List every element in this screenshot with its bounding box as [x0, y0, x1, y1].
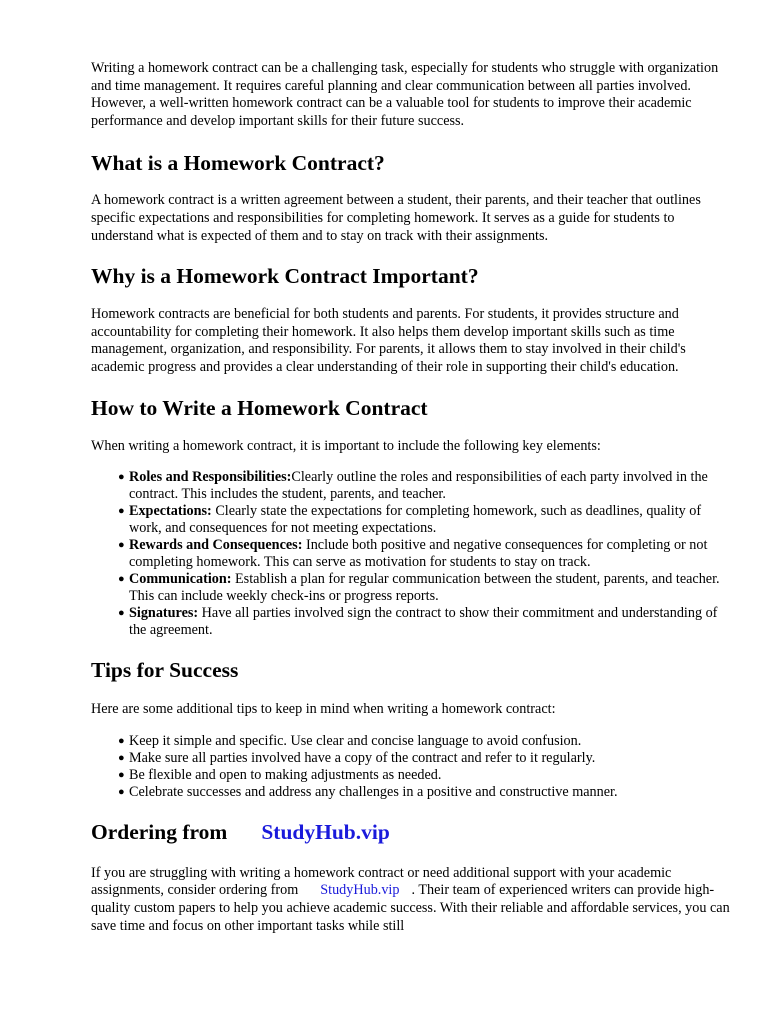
intro-paragraph: Writing a homework contract can be a challenging task, especially for students who struggle with organization and time management. It requires careful planning and clear communication between all parties involved. However, a well-written homework contract can be a valuable tool for students to improve their academic performance and develop important skills for their future success.	[91, 60, 719, 129]
list-item-term: Rewards and Consequences:	[129, 537, 303, 554]
ordering-text-before: If you are struggling with writing a homework contract or need additional support with your academic assignments, consider ordering from	[91, 864, 672, 899]
ordering-paragraph	[91, 865, 731, 935]
list-item-text: Include both positive and negative consequences for completing or not completing homework. This can serve as motivation for students to stay on track.	[129, 537, 708, 571]
heading-how-to-write: How to Write a Homework Contract	[91, 395, 428, 420]
list-item-text: Clearly state the expectations for completing homework, such as deadlines, quality of work, and consequences for not meeting expectations.	[129, 503, 702, 537]
list-item	[91, 750, 731, 767]
bullet-icon: ●	[118, 539, 125, 552]
document-page	[91, 60, 731, 935]
tips-list	[91, 733, 731, 801]
list-item-text: Have all parties involved sign the contract to show their commitment and understanding of the agreement.	[129, 605, 718, 639]
studyhub-inline-link[interactable]: StudyHub.vip	[320, 882, 400, 899]
heading-ordering-text: Ordering from	[91, 819, 228, 844]
list-item-signatures	[91, 605, 731, 639]
list-item	[91, 733, 731, 750]
bullet-icon: ●	[118, 505, 125, 518]
heading-tips-for-success: Tips for Success	[91, 658, 239, 683]
list-item-expectations	[91, 503, 731, 537]
list-item-term: Expectations:	[129, 503, 212, 520]
tips-paragraph: Here are some additional tips to keep in mind when writing a homework contract:	[91, 701, 556, 718]
list-item-communication	[91, 571, 731, 605]
list-item-term: Signatures:	[129, 605, 199, 622]
bullet-icon: ●	[118, 785, 125, 798]
studyhub-heading-link[interactable]: StudyHub.vip	[261, 819, 390, 844]
list-item-term: Communication:	[129, 571, 232, 588]
list-item	[91, 767, 731, 784]
list-item-text: Celebrate successes and address any challenges in a positive and constructive manner.	[129, 783, 618, 800]
bullet-icon: ●	[118, 751, 125, 764]
list-item-text: Keep it simple and specific. Use clear and concise language to avoid confusion.	[129, 732, 582, 749]
list-item-text: Be flexible and open to making adjustments as needed.	[129, 766, 442, 783]
bullet-icon: ●	[118, 607, 125, 620]
list-item-text: Make sure all parties involved have a copy of the contract and refer to it regularly.	[129, 749, 596, 766]
bullet-icon: ●	[118, 573, 125, 586]
bullet-icon: ●	[118, 471, 125, 484]
heading-why-important: Why is a Homework Contract Important?	[91, 264, 479, 289]
list-item-text: Clearly outline the roles and responsibilities of each party involved in the contract. This includes the student, parents, and teacher.	[129, 469, 708, 503]
heading-what-is-contract: What is a Homework Contract?	[91, 151, 385, 176]
list-item-rewards	[91, 537, 731, 571]
heading-ordering	[91, 819, 731, 845]
bullet-icon: ●	[118, 734, 125, 747]
key-elements-list	[91, 469, 731, 639]
list-item	[91, 784, 731, 801]
how-paragraph: When writing a homework contract, it is important to include the following key elements:	[91, 437, 601, 454]
list-item-text: Establish a plan for regular communication between the student, parents, and teacher. This can include weekly check-ins or progress reports.	[129, 571, 720, 605]
why-paragraph: Homework contracts are beneficial for both students and parents. For students, it provides structure and accountability for completing their homework. It also helps them develop important skills such as time management, organization, and responsibility. For parents, it allows them to stay involved in their child's academic progress and provides a clear understanding of their role in supporting their child's education.	[91, 306, 686, 375]
what-paragraph: A homework contract is a written agreement between a student, their parents, and their teacher that outlines specific expectations and responsibilities for completing homework. It serves as a guide for students to understand what is expected of them and to stay on track with their assignments.	[91, 192, 701, 244]
list-item-term: Roles and Responsibilities:	[129, 469, 292, 486]
list-item-roles	[91, 469, 731, 503]
bullet-icon: ●	[118, 768, 125, 781]
ordering-text-after: . Their team of experienced writers can provide high-quality custom papers to help you achieve academic success. With their reliable and affordable services, you can save time and focus on other important tasks while still	[91, 882, 730, 934]
